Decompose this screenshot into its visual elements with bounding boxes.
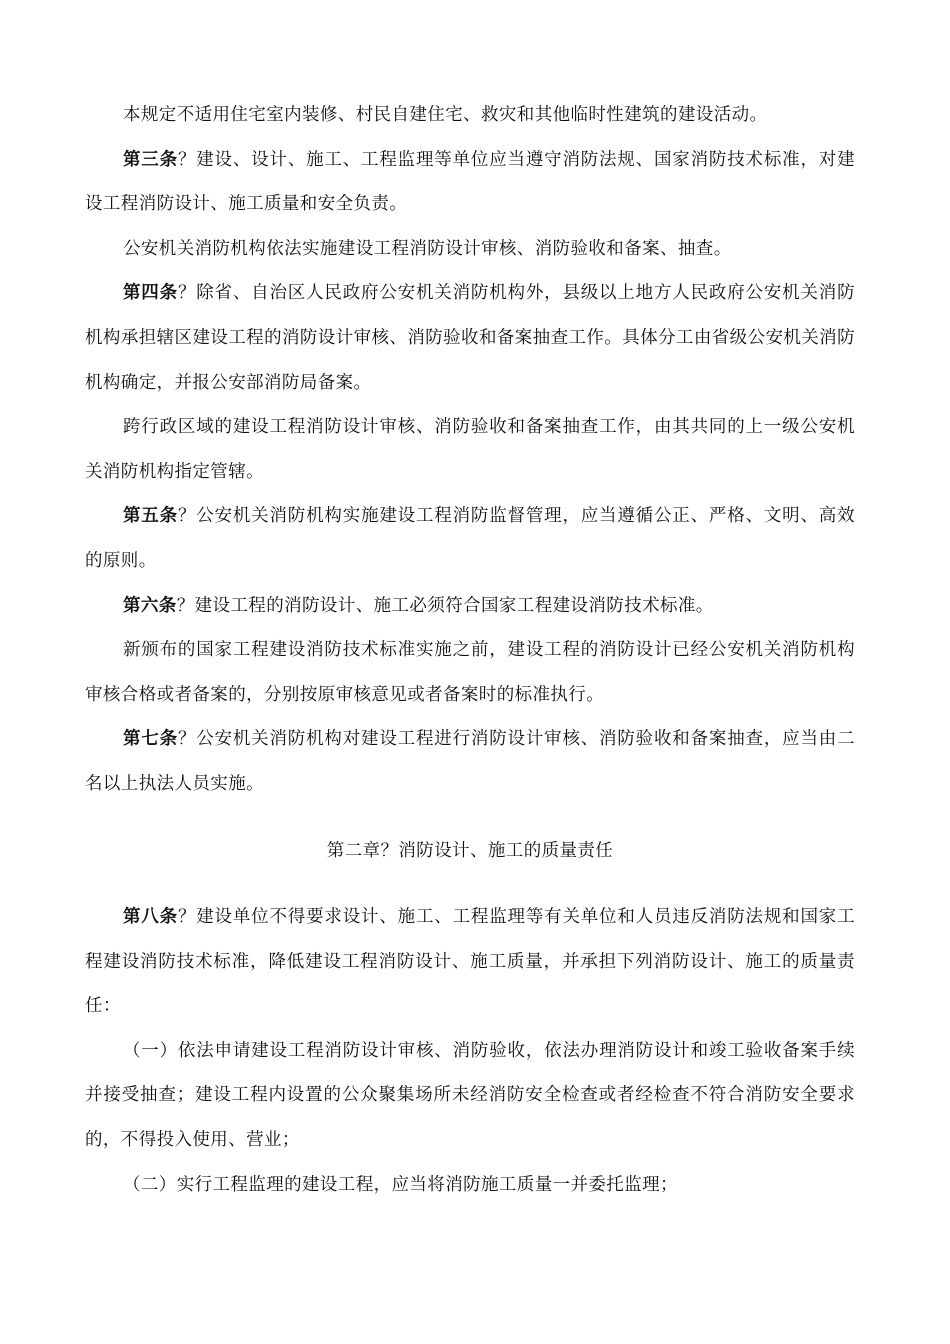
list-item: [85, 1163, 855, 1208]
list-item: [85, 1029, 855, 1163]
article-text: ？除省、自治区人民政府公安机关消防机构外，县级以上地方人民政府公安机关消防机构承担辖区建设工程的消防设计审核、消防验收和备案抽查工作。具体分工由省级公安机关消防机构确定，并报公安部消防局备案。: [85, 283, 855, 393]
article-number: 第三条: [123, 149, 178, 170]
article-text: ？建设工程的消防设计、施工必须符合国家工程建设消防技术标准。: [176, 595, 714, 616]
article-text: ？公安机关消防机构对建设工程进行消防设计审核、消防验收和备案抽查，应当由二名以上执法人员实施。: [85, 729, 855, 794]
paragraph: [85, 227, 855, 272]
list-item-text: （一）依法申请建设工程消防设计审核、消防验收，依法办理消防设计和竣工验收备案手续并接受抽查；建设工程内设置的公众聚集场所未经消防安全检查或者经检查不符合消防安全要求的，不得投入使用、营业；: [85, 1040, 855, 1151]
article-paragraph: [85, 271, 855, 405]
paragraph: [85, 405, 855, 494]
article-number: 第四条: [123, 283, 178, 304]
article-paragraph: [85, 138, 855, 227]
article-paragraph: [85, 494, 855, 583]
paragraph-text: 新颁布的国家工程建设消防技术标准实施之前，建设工程的消防设计已经公安机关消防机构审核合格或者备案的，分别按原审核意见或者备案时的标准执行。: [85, 640, 855, 705]
article-text: ？建设单位不得要求设计、施工、工程监理等有关单位和人员违反消防法规和国家工程建设消防技术标准，降低建设工程消防设计、施工质量，并承担下列消防设计、施工的质量责任：: [85, 907, 855, 1017]
article-number: 第七条: [123, 729, 178, 750]
document-body: [85, 93, 855, 1207]
article-number: 第六条: [123, 595, 177, 616]
article-paragraph: [85, 584, 855, 629]
paragraph: [85, 93, 855, 138]
article-paragraph: [85, 895, 855, 1029]
paragraph-text: 跨行政区域的建设工程消防设计审核、消防验收和备案抽查工作，由其共同的上一级公安机关消防机构指定管辖。: [85, 417, 855, 482]
article-paragraph: [85, 717, 855, 806]
article-text: ？建设、设计、施工、工程监理等单位应当遵守消防法规、国家消防技术标准，对建设工程消防设计、施工质量和安全负责。: [85, 149, 855, 215]
article-number: 第五条: [123, 506, 178, 527]
paragraph: [85, 628, 855, 717]
paragraph-text: 本规定不适用住宅室内装修、村民自建住宅、救灾和其他临时性建筑的建设活动。: [123, 105, 768, 125]
paragraph-text: 公安机关消防机构依法实施建设工程消防设计审核、消防验收和备案、抽查。: [123, 238, 732, 259]
list-item-text: （二）实行工程监理的建设工程，应当将消防施工质量一并委托监理；: [123, 1174, 678, 1195]
chapter-heading: 第二章？消防设计、施工的质量责任: [326, 840, 614, 861]
article-number: 第八条: [123, 907, 178, 928]
article-text: ？公安机关消防机构实施建设工程消防监督管理，应当遵循公正、严格、文明、高效的原则。: [85, 506, 855, 571]
